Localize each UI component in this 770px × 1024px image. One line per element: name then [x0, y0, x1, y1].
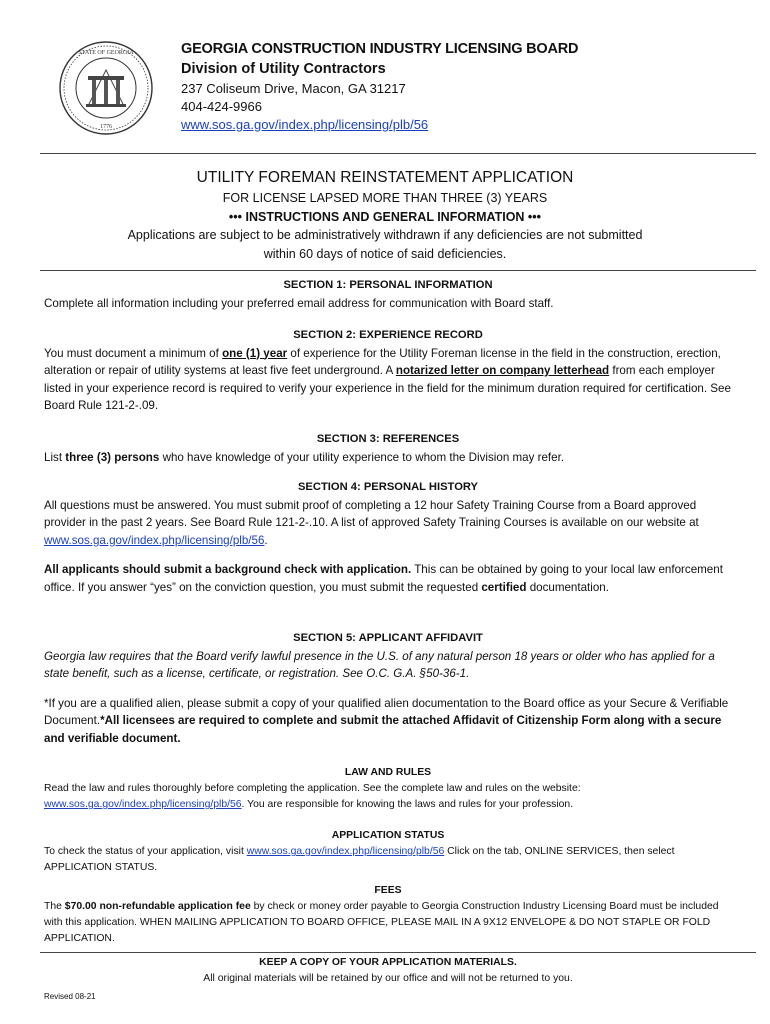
document-subtitle: FOR LICENSE LAPSED MORE THAN THREE (3) YEARS: [222, 191, 548, 205]
svg-text:STATE OF GEORGIA: STATE OF GEORGIA: [78, 50, 134, 56]
fees-text: The $70.00 non-refundable application fee by check or money order payable to Georgia Construction Industry Licensing Board must be included with this application. WHEN MAILING APPLICATION TO BOARD OFFICE, PLEASE MAIL IN A 9X12 ENVELOPE & DO NOT STAPLE OR FOLD APPLICATION.: [44, 901, 719, 944]
document-title: UTILITY FOREMAN REINSTATEMENT APPLICATION: [196, 169, 574, 186]
section-1-text: Complete all information including your preferred email address for communication with Board staff.: [44, 296, 554, 310]
section-4: [44, 479, 732, 596]
section-3-text: List three (3) persons who have knowledge of your utility experience to whom the Division may refer.: [44, 450, 565, 464]
section-2: [44, 327, 732, 415]
fees: [44, 883, 732, 947]
section-5-qualified-alien: *If you are a qualified alien, please submit a copy of your qualified alien documentation to the Board office as your Secure & Verifiable Document.*All licensees are required to complete and submit the attached Affidavit of Citizenship Form along with a secure and verifiable document.: [44, 696, 729, 745]
website-link[interactable]: www.sos.ga.gov/index.php/licensing/plb/56: [181, 117, 429, 132]
section-4-paragraph-2: All applicants should submit a background check with application. This can be obtained by going to your local law enforcement office. If you answer “yes” on the conviction question, you must submit the requested certified documentation.: [44, 563, 723, 594]
section-4-heading: SECTION 4: PERSONAL HISTORY: [297, 481, 479, 493]
keep-copy-text: All original materials will be retained by our office and will not be returned to you.: [203, 973, 573, 984]
section-5-lawful-presence: Georgia law requires that the Board verify lawful presence in the U.S. of any natural person 18 years or older who has applied for a state benefit, such as a license, certificate, or registration. See O.C. G.A. §50-36-1.: [44, 649, 715, 680]
document-title-block: [0, 168, 770, 264]
section-3-heading: SECTION 3: REFERENCES: [316, 433, 460, 445]
header-divider: [40, 153, 756, 154]
section-3: [44, 431, 732, 466]
law-and-rules-link[interactable]: www.sos.ga.gov/index.php/licensing/plb/56: [44, 799, 242, 810]
application-status: [44, 828, 732, 876]
section-2-text: You must document a minimum of one (1) year of experience for the Utility Foreman license in the field in the construction, erection, alteration or repair of utility systems at least five feet underground. A notarized letter on company letterhead from each employer listed in your experience record is required to verify your experience in the field for the minimum duration required for certification. See Board Rule 121-2-.09.: [44, 346, 731, 412]
section-1: [44, 277, 732, 312]
safety-courses-link[interactable]: www.sos.ga.gov/index.php/licensing/plb/56: [44, 533, 265, 547]
section-5: [44, 630, 732, 747]
keep-copy-notice: [44, 955, 732, 987]
application-status-heading: APPLICATION STATUS: [331, 830, 445, 841]
section-1-heading: SECTION 1: PERSONAL INFORMATION: [283, 279, 493, 291]
keep-copy-heading: KEEP A COPY OF YOUR APPLICATION MATERIALS.: [259, 957, 517, 968]
svg-text:1776: 1776: [100, 124, 112, 130]
georgia-state-seal: [58, 40, 154, 136]
revision-date: Revised 08-21: [44, 992, 96, 1001]
law-and-rules: [44, 765, 732, 813]
board-name: GEORGIA CONSTRUCTION INDUSTRY LICENSING BOARD: [181, 41, 579, 57]
address: 237 Coliseum Drive, Macon, GA 31217: [181, 81, 406, 96]
withdrawal-notice-line2: within 60 days of notice of said deficiencies.: [263, 247, 507, 261]
law-and-rules-text: Read the law and rules thoroughly before completing the application. See the complete law and rules on the website: www.sos.ga.gov/index.php/licensing/plb/56. You are responsible for knowing the laws and rules for your profession.: [44, 783, 581, 810]
phone: 404-424-9966: [181, 99, 262, 114]
letterhead: [181, 40, 741, 134]
instructions-heading: ••• INSTRUCTIONS AND GENERAL INFORMATION •••: [228, 210, 542, 224]
division-name: Division of Utility Contractors: [181, 61, 386, 77]
application-status-link[interactable]: www.sos.ga.gov/index.php/licensing/plb/56: [246, 846, 445, 857]
section-2-heading: SECTION 2: EXPERIENCE RECORD: [293, 329, 483, 341]
footer-divider: [40, 952, 756, 953]
title-divider: [40, 270, 756, 271]
application-status-text: To check the status of your application, visit www.sos.ga.gov/index.php/licensing/plb/56 Click on the tab, ONLINE SERVICES, then select APPLICATION STATUS.: [44, 846, 675, 873]
fees-heading: FEES: [374, 885, 402, 896]
section-5-heading: SECTION 5: APPLICANT AFFIDAVIT: [293, 632, 483, 644]
law-and-rules-heading: LAW AND RULES: [344, 767, 432, 778]
section-4-paragraph-1: All questions must be answered. You must submit proof of completing a 12 hour Safety Training Course from a Board approved provider in the past 2 years. See Board Rule 121-2-.10. A list of approved Safety Training Courses is available on our website at www.sos.ga.gov/index.php/licensing/plb/56.: [44, 498, 699, 547]
withdrawal-notice-line1: Applications are subject to be administratively withdrawn if any deficiencies are not submitted: [127, 228, 643, 242]
